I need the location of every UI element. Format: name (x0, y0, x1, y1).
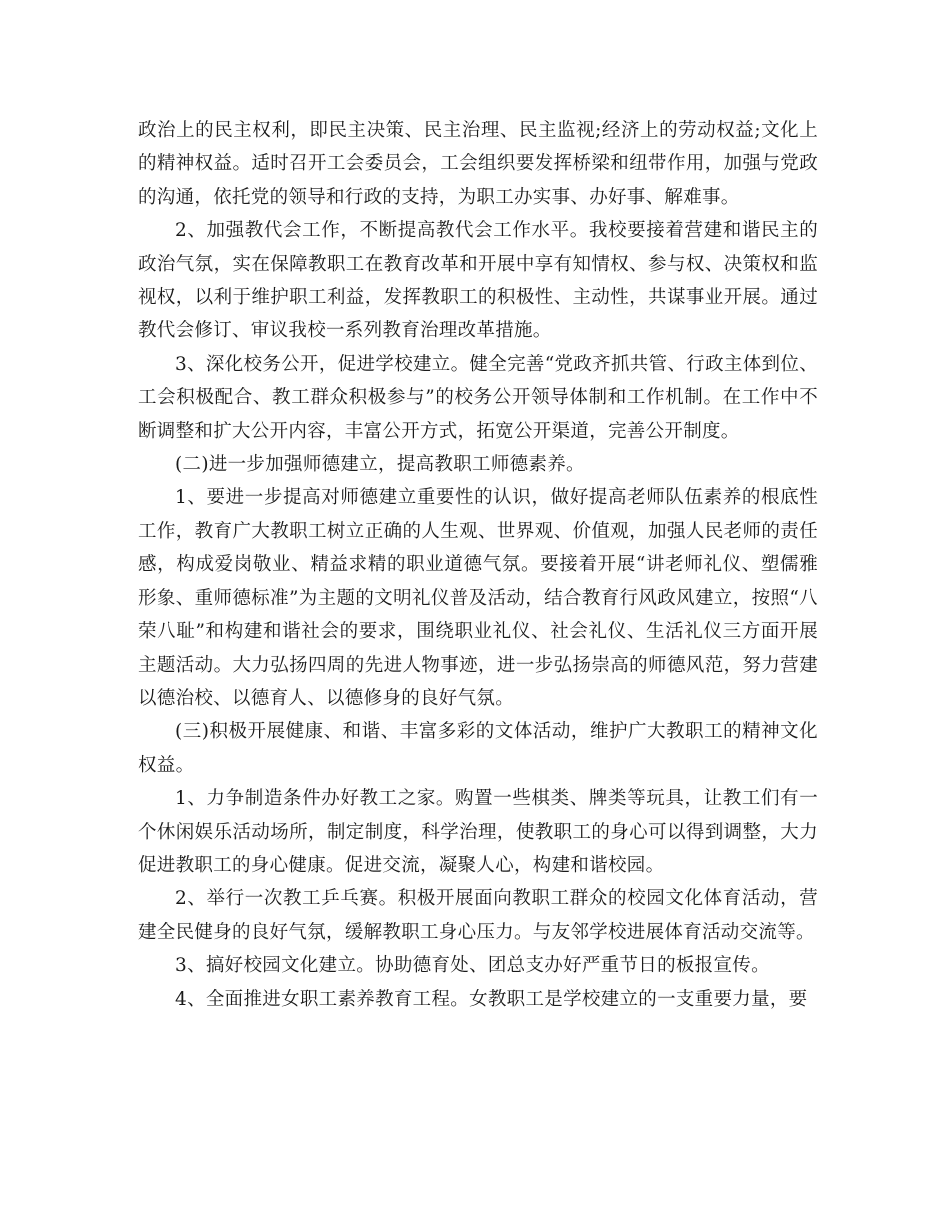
paragraph-8: 4、全面推进女职工素养教育工程。女教职工是学校建立的一支重要力量，要 (175, 988, 808, 1010)
paragraph-6: 2、举行一次教工乒乓赛。积极开展面向教职工群众的校园文化体育活动，营建全民健身的良好气氛，缓解教职工身心压力。与友邻学校进展体育活动交流等。 (138, 888, 818, 943)
paragraph-1: 政治上的民主权利，即民主决策、民主治理、民主监视;经济上的劳动权益;文化上的精神权益。适时召开工会委员会，工会组织要发挥桥梁和纽带作用，加强与党政的沟通，依托党的领导和行政的支持，为职工办实事、办好事、解难事。 (138, 120, 818, 208)
paragraph-4: 1、要进一步提高对师德建立重要性的认识，做好提高老师队伍素养的根底性工作，教育广大教职工树立正确的人生观、世界观、价值观，加强人民老师的责任感，构成爱岗敬业、精益求精的职业道德气氛。要接着开展“讲老师礼仪、塑儒雅形象、重师德标准”为主题的文明礼仪普及活动，结合教育行风政风建立，按照“八荣八耻”和构建和谐社会的要求，围绕职业礼仪、社会礼仪、生活礼仪三方面开展主题活动。大力弘扬四周的先进人物事迹，进一步弘扬崇高的师德风范，努力营建以德治校、以德育人、以德修身的良好气氛。 (138, 487, 818, 709)
paragraph-3: 3、深化校务公开，促进学校建立。健全完善“党政齐抓共管、行政主体到位、工会积极配合、教工群众积极参与”的校务公开领导体制和工作机制。在工作中不断调整和扩大公开内容，丰富公开方式，拓宽公开渠道，完善公开制度。 (138, 353, 818, 442)
paragraph-2: 2、加强教代会工作，不断提高教代会工作水平。我校要接着营建和谐民主的政治气氛，实在保障教职工在教育改革和开展中享有知情权、参与权、决策权和监视权，以利于维护职工利益，发挥教职工的积极性、主动性，共谋事业开展。通过教代会修订、审议我校一系列教育治理改革措施。 (138, 220, 818, 342)
paragraph-7: 3、搞好校园文化建立。协助德育处、团总支办好严重节日的板报宣传。 (175, 955, 770, 977)
section-heading-2: (二)进一步加强师德建立，提高教职工师德素养。 (175, 454, 585, 476)
document-body (138, 114, 818, 1016)
section-heading-3: (三)积极开展健康、和谐、丰富多彩的文体活动，维护广大教职工的精神文化权益。 (138, 721, 818, 776)
paragraph-5: 1、力争制造条件办好教工之家。购置一些棋类、牌类等玩具，让教工们有一个休闲娱乐活动场所，制定制度，科学治理，使教职工的身心可以得到调整，大力促进教职工的身心健康。促进交流，凝聚人心，构建和谐校园。 (138, 788, 818, 876)
